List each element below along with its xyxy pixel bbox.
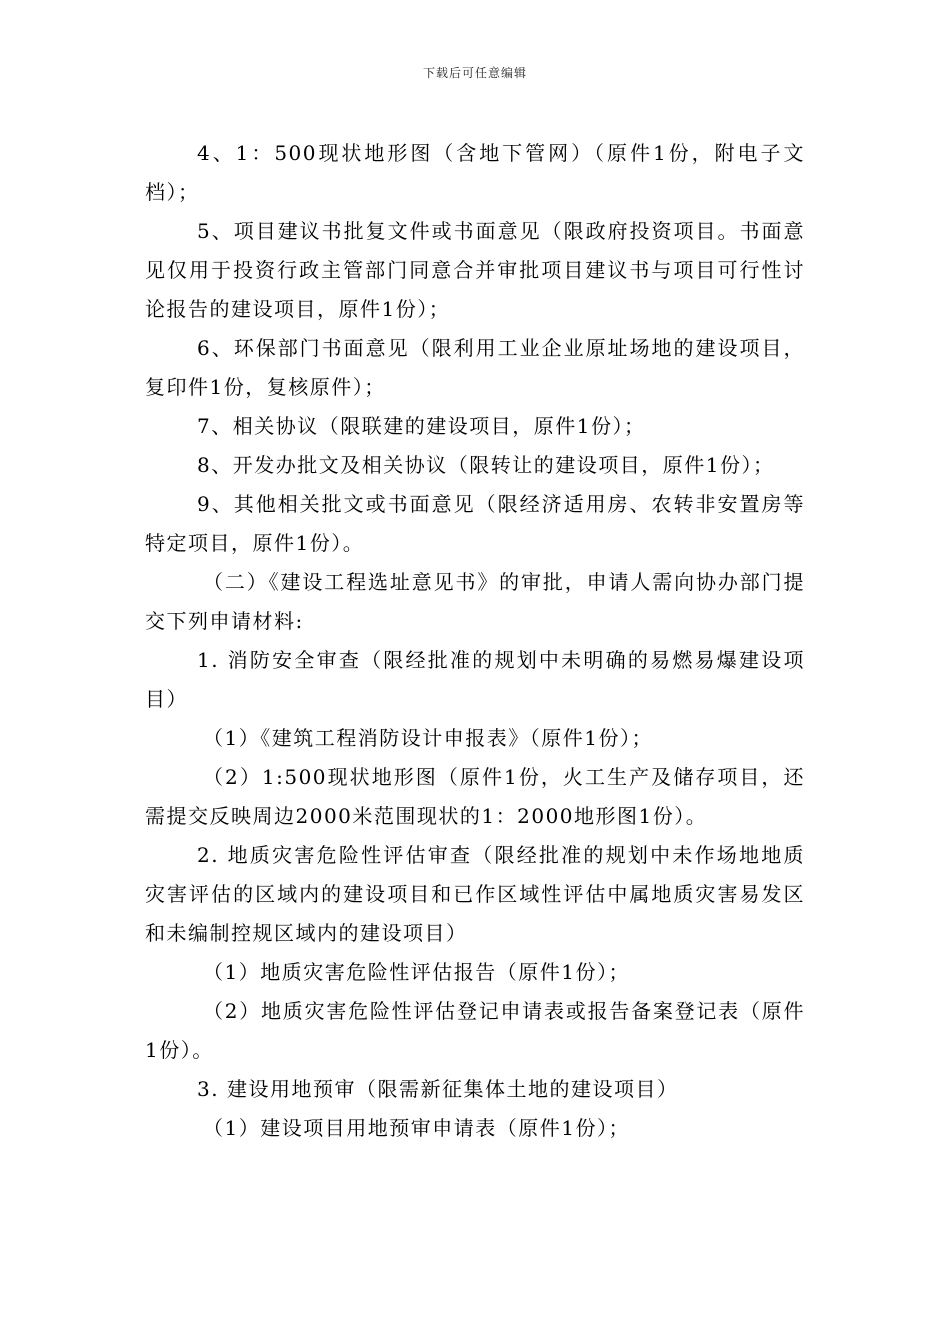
paragraph-item-6: 6、环保部门书面意见（限利用工业企业原址场地的建设项目，复印件1份，复核原件）； xyxy=(145,336,805,399)
paragraph-land-review-1: （1）建设项目用地预审申请表（原件1份）； xyxy=(203,1116,630,1140)
section-heading-2: （二）《建设工程选址意见书》的审批，申请人需向协办部门提交下列申请材料: xyxy=(145,570,805,633)
paragraph-geology-2: （2）地质灾害危险性评估登记申请表或报告备案登记表（原件1份）。 xyxy=(145,999,805,1062)
paragraph-fire-safety-1: （1）《建筑工程消防设计申报表》（原件1份）； xyxy=(203,726,653,750)
paragraph-geology: 2. 地质灾害危险性评估审查（限经批准的规划中未作场地地质灾害评估的区域内的建设项目和已作区域性评估中属地质灾害易发区和未编制控规区域内的建设项目） xyxy=(145,843,805,945)
paragraph-item-9: 9、其他相关批文或书面意见（限经济适用房、农转非安置房等特定项目，原件1份）。 xyxy=(145,492,805,555)
paragraph-item-5: 5、项目建议书批复文件或书面意见（限政府投资项目。书面意见仅用于投资行政主管部门同意合并审批项目建议书与项目可行性讨论报告的建设项目，原件1份）； xyxy=(145,219,805,321)
paragraph-fire-safety: 1. 消防安全审查（限经批准的规划中未明确的易燃易爆建设项目） xyxy=(145,648,805,711)
document-body xyxy=(145,134,805,1148)
paragraph-item-7: 7、相关协议（限联建的建设项目，原件1份）； xyxy=(197,414,646,438)
paragraph-item-4: 4、1：500现状地形图（含地下管网）（原件1份，附电子文档）； xyxy=(145,141,805,204)
page-header: 下载后可任意编辑 xyxy=(422,66,527,80)
paragraph-item-8: 8、开发办批文及相关协议（限转让的建设项目，原件1份）； xyxy=(197,453,775,477)
paragraph-fire-safety-2: （2）1:500现状地形图（原件1份，火工生产及储存项目，还需提交反映周边2000米范围现状的1：2000地形图1份）。 xyxy=(145,765,805,828)
paragraph-land-review: 3. 建设用地预审（限需新征集体土地的建设项目） xyxy=(197,1077,679,1101)
paragraph-geology-1: （1）地质灾害危险性评估报告（原件1份）； xyxy=(203,960,630,984)
